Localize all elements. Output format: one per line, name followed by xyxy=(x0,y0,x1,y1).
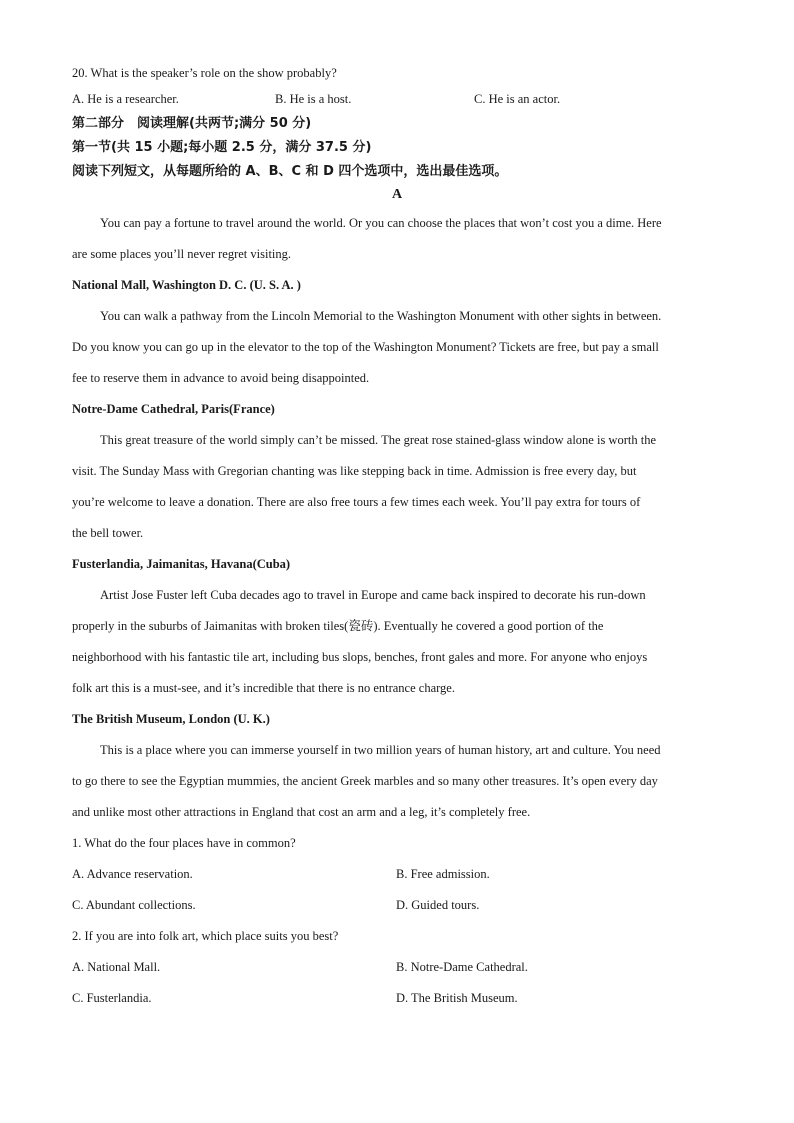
paragraph-line: the bell tower. xyxy=(72,526,144,540)
intro-line: You can pay a fortune to travel around the world. Or you can choose the places that won’t cost you a dime. Here xyxy=(100,216,662,230)
exam-page xyxy=(72,64,722,1014)
q20-option-a: A. He is a researcher. xyxy=(72,92,179,106)
q2-option-b: B. Notre-Dame Cathedral. xyxy=(396,960,528,974)
paragraph-line: properly in the suburbs of Jaimanitas with broken tiles(瓷砖). Eventually he covered a good portion of the xyxy=(72,619,604,633)
q1-option-b: B. Free admission. xyxy=(396,867,490,881)
place-paragraph xyxy=(72,580,722,704)
question-1-options-row xyxy=(72,890,722,921)
place-heading: Fusterlandia, Jaimanitas, Havana(Cuba) xyxy=(72,557,291,571)
question-2-options-row xyxy=(72,983,722,1014)
place-heading: Notre-Dame Cathedral, Paris(France) xyxy=(72,402,275,416)
paragraph-line: visit. The Sunday Mass with Gregorian chanting was like stepping back in time. Admission is free every day, but xyxy=(72,464,637,478)
section-part-title: 第二部分 阅读理解(共两节;满分 50 分) xyxy=(72,116,312,131)
q2-option-c: C. Fusterlandia. xyxy=(72,991,152,1005)
paragraph-line: to go there to see the Egyptian mummies, the ancient Greek marbles and so many other treasures. It’s open every day xyxy=(72,774,658,788)
paragraph-line: folk art this is a must-see, and it’s incredible that there is no entrance charge. xyxy=(72,681,455,695)
place-heading: National Mall, Washington D. C. (U. S. A. ) xyxy=(72,278,301,292)
paragraph-line: This great treasure of the world simply can’t be missed. The great rose stained-glass window alone is worth the xyxy=(100,433,656,447)
paragraph-line: and unlike most other attractions in England that cost an arm and a leg, it’s completely free. xyxy=(72,805,531,819)
section-instruction: 阅读下列短文，从每题所给的 A、B、C 和 D 四个选项中，选出最佳选项。 xyxy=(72,164,508,179)
paragraph-line: You can walk a pathway from the Lincoln Memorial to the Washington Monument with other sights in between. xyxy=(100,309,662,323)
question-2-stem: 2. If you are into folk art, which place suits you best? xyxy=(72,929,339,943)
place-paragraph xyxy=(72,735,722,828)
paragraph-line: you’re welcome to leave a donation. There are also free tours a few times each week. You’ll pay extra for tours of xyxy=(72,495,641,509)
question-1-stem: 1. What do the four places have in common? xyxy=(72,836,296,850)
section-subsection-title: 第一节(共 15 小题;每小题 2.5 分，满分 37.5 分) xyxy=(72,140,372,155)
place-heading: The British Museum, London (U. K.) xyxy=(72,712,270,726)
intro-line: are some places you’ll never regret visiting. xyxy=(72,247,292,261)
question-2-options-row xyxy=(72,952,722,983)
place-paragraph xyxy=(72,301,722,394)
q2-option-a: A. National Mall. xyxy=(72,960,161,974)
paragraph-line: Artist Jose Fuster left Cuba decades ago to travel in Europe and came back inspired to decorate his run-down xyxy=(100,588,646,602)
place-paragraph xyxy=(72,425,722,549)
q20-option-b: B. He is a host. xyxy=(275,92,352,106)
paragraph-line: neighborhood with his fantastic tile art, including bus slops, benches, front gales and more. For anyone who enjoys xyxy=(72,650,648,664)
question-20-stem: 20. What is the speaker’s role on the show probably? xyxy=(72,66,337,80)
passage-label: A xyxy=(391,187,403,202)
passage-intro xyxy=(72,208,722,270)
q1-option-c: C. Abundant collections. xyxy=(72,898,196,912)
q1-option-d: D. Guided tours. xyxy=(396,898,480,912)
question-20-options xyxy=(72,90,722,112)
q1-option-a: A. Advance reservation. xyxy=(72,867,193,881)
paragraph-line: Do you know you can go up in the elevator to the top of the Washington Monument? Tickets are free, but pay a small xyxy=(72,340,659,354)
q2-option-d: D. The British Museum. xyxy=(396,991,518,1005)
paragraph-line: fee to reserve them in advance to avoid being disappointed. xyxy=(72,371,370,385)
q20-option-c: C. He is an actor. xyxy=(474,92,561,106)
question-1-options-row xyxy=(72,859,722,890)
paragraph-line: This is a place where you can immerse yourself in two million years of human history, art and culture. You need xyxy=(100,743,661,757)
